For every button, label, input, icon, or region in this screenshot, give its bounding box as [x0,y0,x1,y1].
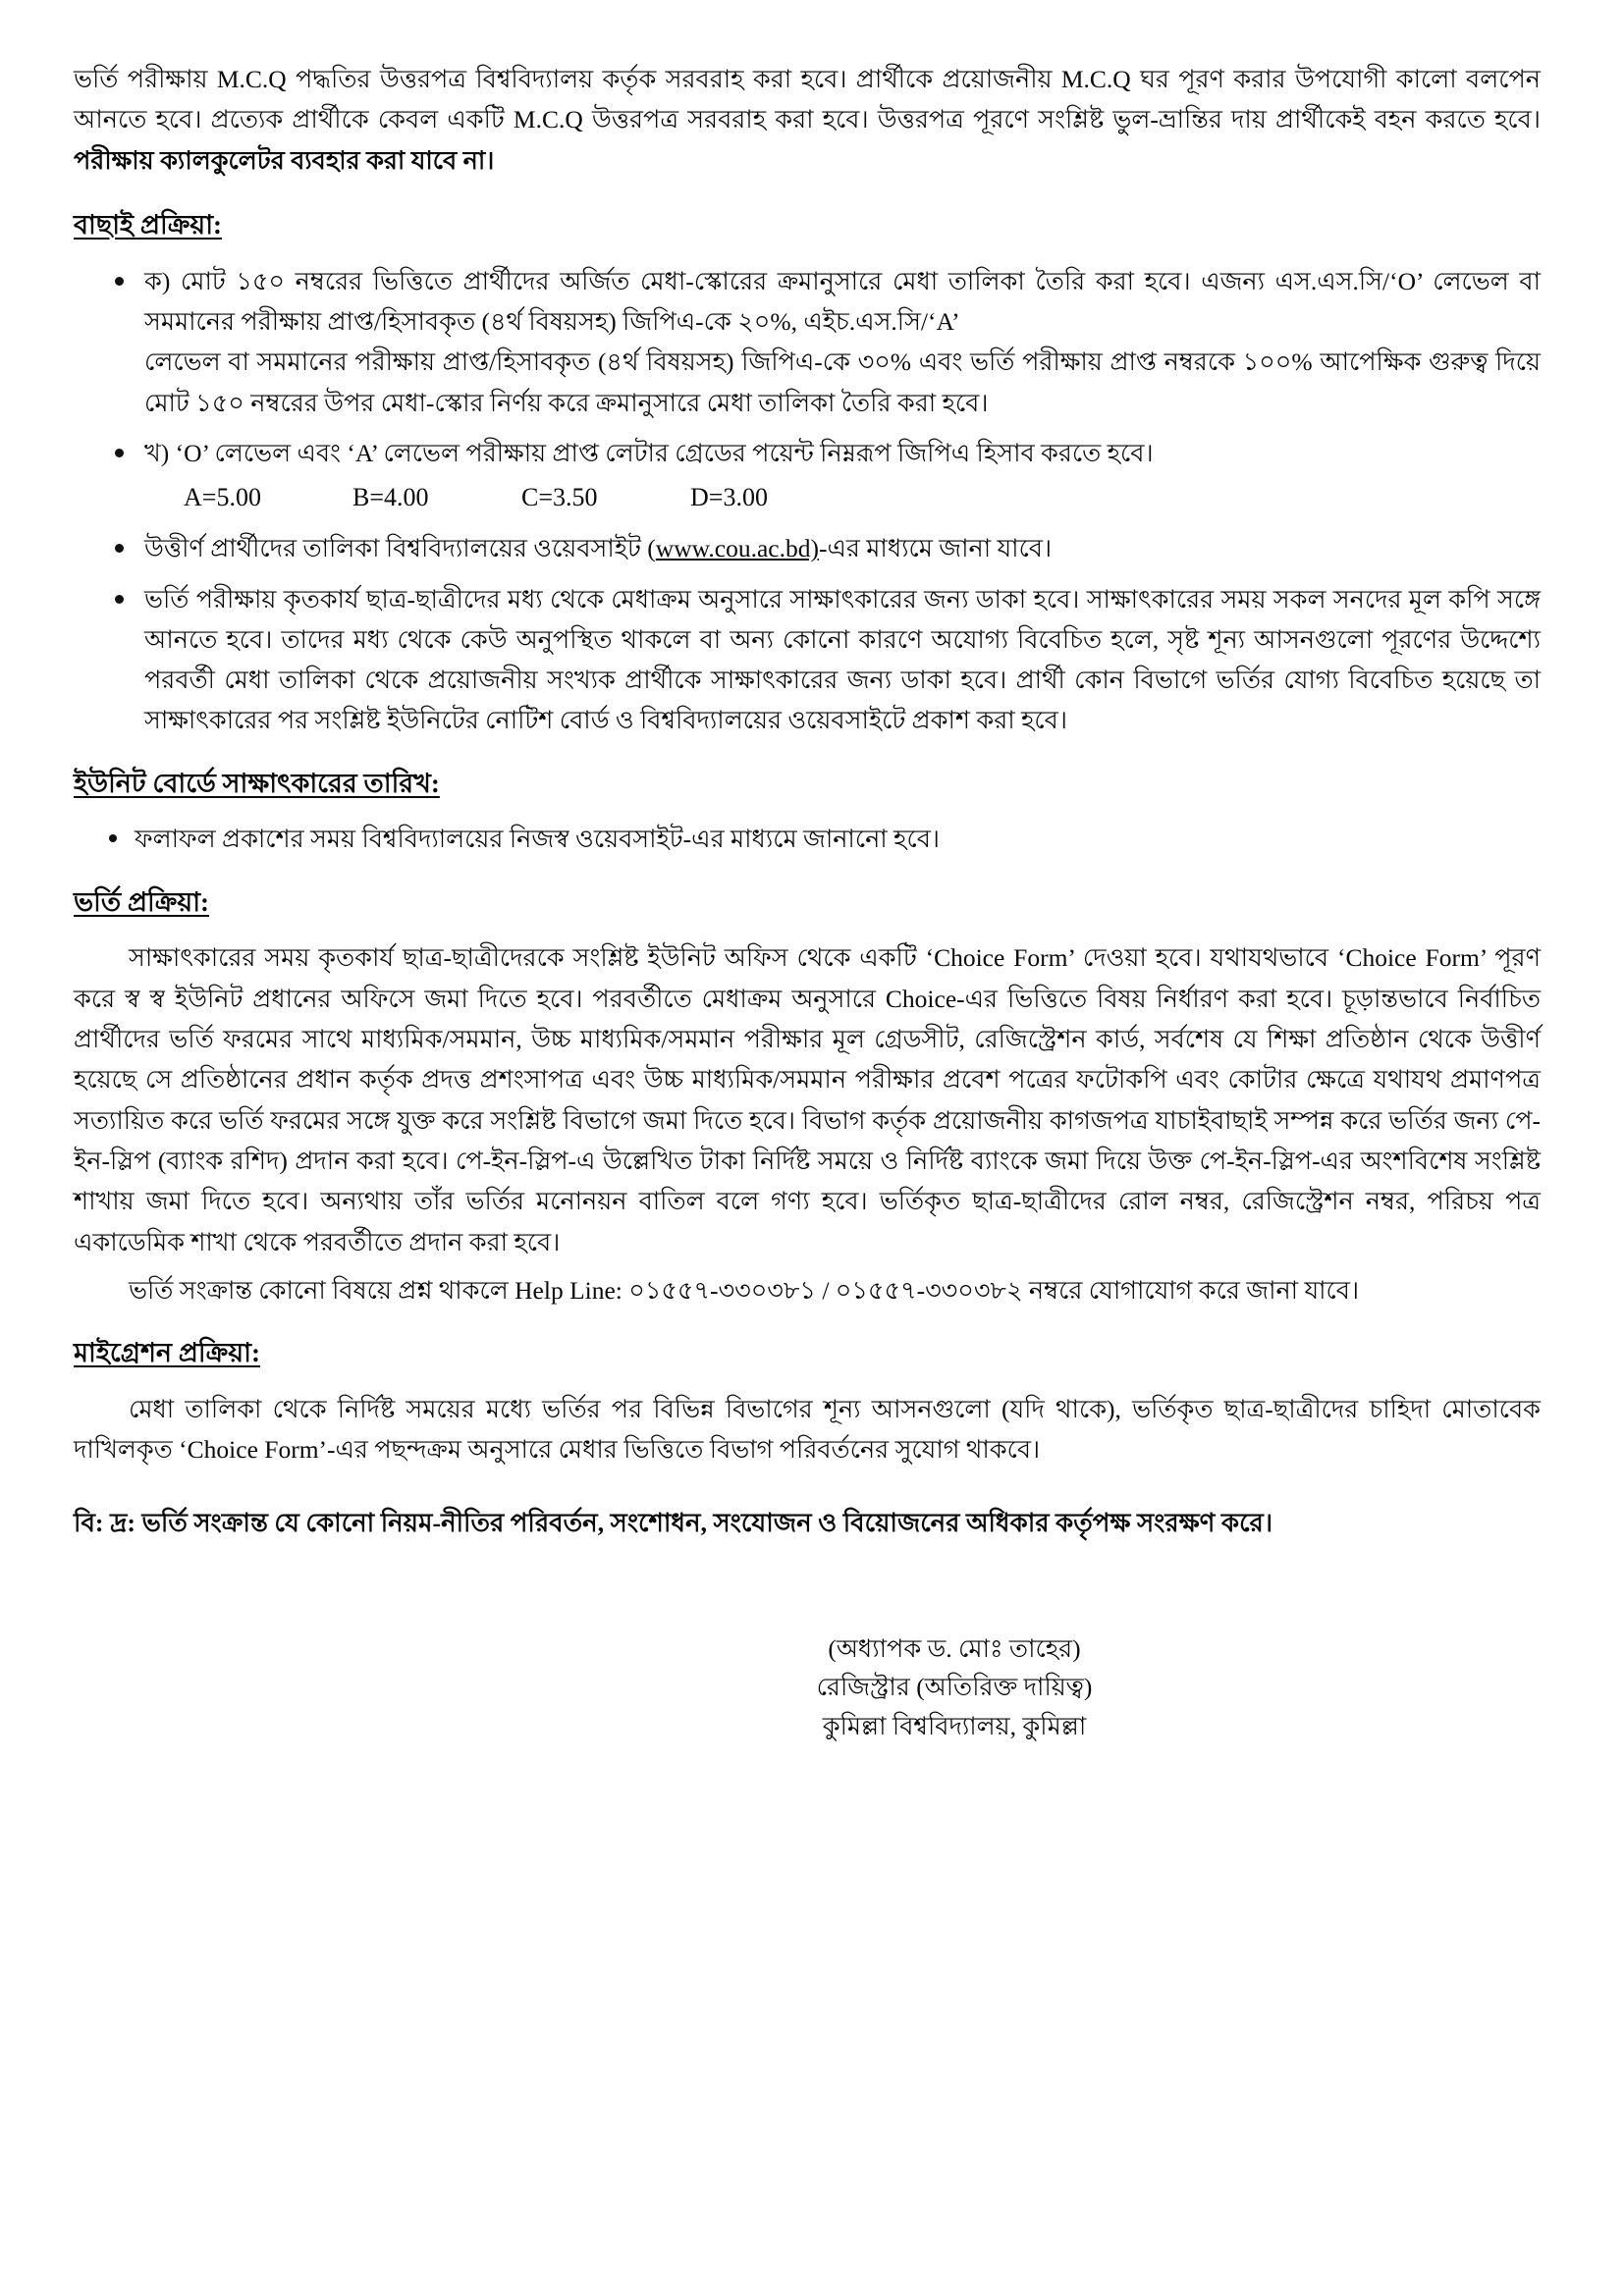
intro-paragraph [74,59,1541,181]
interview-info-text: ভর্তি পরীক্ষায় কৃতকার্য ছাত্র-ছাত্রীদের মধ্য থেকে মেধাক্রম অনুসারে সাক্ষাৎকারের জন্য ডাকা হবে। সাক্ষাৎকারের সময় সকল সনদের মূল কপি সঙ্গে আনতে হবে। তাদের মধ্য থেকে কেউ অনুপস্থিত থাকলে বা অন্য কোনো কারণে অযোগ্য বিবেচিত হলে, সৃষ্ট শূন্য আসনগুলো পূরণের উদ্দেশ্যে পরবর্তী মেধা তালিকা থেকে প্রয়োজনীয় সংখ্যক প্রার্থীকে সাক্ষাৎকারের জন্য ডাকা হবে। প্রার্থী কোন বিভাগে ভর্তির যোগ্য বিবেচিত হয়েছে তা সাক্ষাৎকারের পর সংশ্লিষ্ট ইউনিটের নোটিশ বোর্ড ও বিশ্ববিদ্যালয়ের ওয়েবসাইটে প্রকাশ করা হবে। [144,584,1541,735]
grade-a: A=5.00 [184,483,261,512]
interview-date-text: ফলাফল প্রকাশের সময় বিশ্ববিদ্যালয়ের নিজস্ব ওয়েবসাইট-এর মাধ্যমে জানানো হবে। [135,825,941,854]
list-item [74,528,1541,568]
section-heading-migration: মাইগ্রেশন প্রক্রিয়া: [74,1338,260,1368]
section-heading-selection-wrap [74,194,1541,255]
list-item [74,261,1541,423]
section-heading-admission-process-wrap [74,872,1541,933]
grade-c: C=3.50 [521,483,598,512]
grade-d: D=3.00 [690,483,768,512]
section-heading-interview-date: ইউনিট বোর্ডে সাক্ষাৎকারের তারিখ: [74,768,440,798]
document-body [74,59,1541,1745]
selection-item-a-line2: লেভেল বা সমমানের পরীক্ষায় প্রাপ্ত/হিসাবকৃত (৪র্থ বিষয়সহ) জিপিএ-কে ৩০% এবং ভর্তি পরীক্ষায় প্রাপ্ত নম্বরকে ১০০% আপেক্ষিক গুরুত্ব দিয়ে মোট ১৫০ নম্বরের উপর মেধা-স্কোর নির্ণয় করে ক্রমানুসারে মেধা তালিকা তৈরি করা হবে। [144,347,1541,417]
selection-item-a-line1: ক) মোট ১৫০ নম্বরের ভিত্তিতে প্রার্থীদের অর্জিত মেধা-স্কোরের ক্রমানুসারে মেধা তালিকা তৈরি করা হবে। এজন্য এস.এস.সি/‘O’ লেভেল বা সমমানের পরীক্ষায় প্রাপ্ত/হিসাবকৃত (৪র্থ বিষয়সহ) জিপিএ-কে ২০%, এইচ.এস.সি/‘A’ [144,266,1541,336]
section-heading-interview-date-wrap [74,753,1541,814]
grade-point-table [184,477,1541,518]
section-heading-migration-wrap [74,1322,1541,1383]
list-item [74,579,1541,741]
university-website-link[interactable]: www.cou.ac.bd) [655,534,819,563]
migration-paragraph: মেধা তালিকা থেকে নির্দিষ্ট সময়ের মধ্যে ভর্তির পর বিভিন্ন বিভাগের শূন্য আসনগুলো (যদি থাকে), ভর্তিকৃত ছাত্র-ছাত্রীদের চাহিদা মোতাবেক দাখিলকৃত ‘Choice Form’-এর পছন্দক্রম অনুসারে মেধার ভিত্তিতে বিভাগ পরিবর্তনের সুযোগ থাকবে। [74,1394,1541,1465]
list-item [74,433,1541,518]
list-item [74,819,1541,859]
section-heading-admission-process: ভর্তি প্রক্রিয়া: [74,886,210,917]
disclaimer-note: বি: দ্র: ভর্তি সংক্রান্ত যে কোনো নিয়ম-নীতির পরিবর্তন, সংশোধন, সংযোজন ও বিয়োজনের অধিকার কর্তৃপক্ষ সংরক্ষণ করে। [74,1509,1273,1538]
signature-block [74,1629,1541,1746]
website-text-after: -এর মাধ্যমে জানা যাবে। [818,534,1053,563]
selection-bullet-list [74,261,1541,741]
admission-process-paragraph: সাক্ষাৎকারের সময় কৃতকার্য ছাত্র-ছাত্রীদেরকে সংশ্লিষ্ট ইউনিট অফিস থেকে একটি ‘Choice Form’ দেওয়া হবে। যথাযথভাবে ‘Choice Form’ পূরণ করে স্ব স্ব ইউনিট প্রধানের অফিসে জমা দিতে হবে। পরবর্তীতে মেধাক্রম অনুসারে Choice-এর ভিত্তিতে বিষয় নির্ধারণ করা হবে। চূড়ান্তভাবে নির্বাচিত প্রার্থীদের ভর্তি ফরমের সাথে মাধ্যমিক/সমমান, উচ্চ মাধ্যমিক/সমমান পরীক্ষার মূল গ্রেডসীট, রেজিস্ট্রেশন কার্ড, সর্বশেষ যে শিক্ষা প্রতিষ্ঠান থেকে উত্তীর্ণ হয়েছে সে প্রতিষ্ঠানের প্রধান কর্তৃক প্রদত্ত প্রশংসাপত্র এবং উচ্চ মাধ্যমিক/সমমান পরীক্ষার প্রবেশ পত্রের ফটোকপি এবং কোটার ক্ষেত্রে যথাযথ প্রমাণপত্র সত্যায়িত করে ভর্তি ফরমের সঙ্গে যুক্ত করে সংশ্লিষ্ট বিভাগে জমা দিতে হবে। বিভাগ কর্তৃক প্রয়োজনীয় কাগজপত্র যাচাইবাছাই সম্পন্ন করে ভর্তির জন্য পে-ইন-স্লিপ (ব্যাংক রশিদ) প্রদান করা হবে। পে-ইন-স্লিপ-এ উল্লেখিত টাকা নির্দিষ্ট সময়ে ও নির্দিষ্ট ব্যাংকে জমা দিয়ে উক্ত পে-ইন-স্লিপ-এর অংশবিশেষ সংশ্লিষ্ট শাখায় জমা দিতে হবে। অন্যথায় তাঁর ভর্তির মনোনয়ন বাতিল বলে গণ্য হবে। ভর্তিকৃত ছাত্র-ছাত্রীদের রোল নম্বর, রেজিস্ট্রেশন নম্বর, পরিচয় পত্র একাডেমিক শাখা থেকে পরবর্তীতে প্রদান করা হবে। [74,943,1541,1256]
signatory-name: (অধ্যাপক ড. মোঃ তাহের) [828,1633,1081,1663]
section-heading-selection: বাছাই প্রক্রিয়া: [74,209,223,240]
grade-b: B=4.00 [352,483,429,512]
intro-text: ভর্তি পরীক্ষায় M.C.Q পদ্ধতির উত্তরপত্র বিশ্ববিদ্যালয় কর্তৃক সরবরাহ করা হবে। প্রার্থীকে প্রয়োজনীয় M.C.Q ঘর পূরণ করার উপযোগী কালো বলপেন আনতে হবে। প্রত্যেক প্রার্থীকে কেবল একটি M.C.Q উত্তরপত্র সরবরাহ করা হবে। উত্তরপত্র পূরণে সংশ্লিষ্ট ভুল-ভ্রান্তির দায় প্রার্থীকেই বহন করতে হবে। [74,65,1541,134]
helpline-text: ভর্তি সংক্রান্ত কোনো বিষয়ে প্রশ্ন থাকলে Help Line: ০১৫৫৭-৩৩০৩৮১ / ০১৫৫৭-৩৩০৩৮২ নম্বরে যোগাযোগ করে জানা যাবে। [129,1275,1360,1305]
website-text-before: উত্তীর্ণ প্রার্থীদের তালিকা বিশ্ববিদ্যালয়ের ওয়েবসাইট ( [144,534,656,563]
selection-item-b-line1: খ) ‘O’ লেভেল এবং ‘A’ লেভেল পরীক্ষায় প্রাপ্ত লেটার গ্রেডের পয়েন্ট নিম্নরূপ জিপিএ হিসাব করতে হবে। [144,438,1154,467]
signatory-institution: কুমিল্লা বিশ্ববিদ্যালয়, কুমিল্লা [822,1711,1087,1740]
interview-date-bullet-list [74,819,1541,859]
intro-bold-text: পরীক্ষায় ক্যালকুলেটর ব্যবহার করা যাবে না। [74,145,495,175]
signatory-designation: রেজিস্ট্রার (অতিরিক্ত দায়িত্ব) [816,1673,1093,1702]
